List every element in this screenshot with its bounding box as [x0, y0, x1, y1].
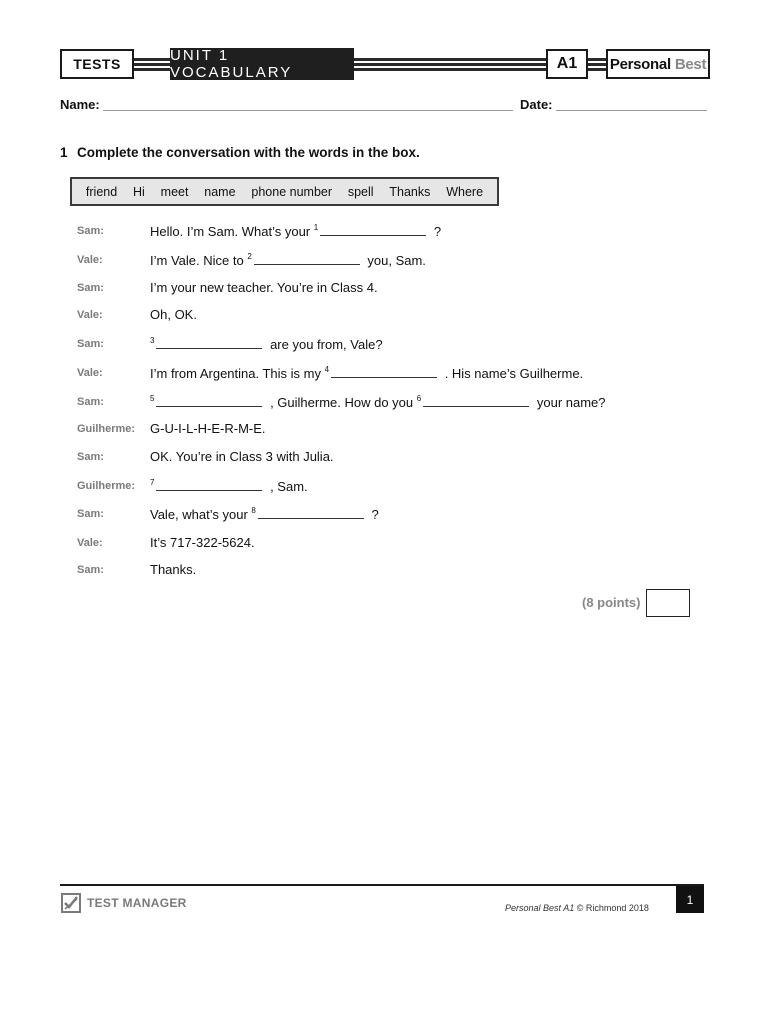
- footer-credit-rest: © Richmond 2018: [574, 903, 649, 913]
- dialogue-line: OK. You’re in Class 3 with Julia.: [150, 449, 334, 464]
- speaker-label: Vale:: [77, 254, 103, 266]
- speaker-label: Sam:: [77, 564, 104, 576]
- speaker-label: Sam:: [77, 338, 104, 350]
- speaker-label: Sam:: [77, 508, 104, 520]
- line-text: I’m Vale. Nice to: [150, 253, 244, 268]
- answer-gap[interactable]: [423, 395, 529, 407]
- word-box-item: friend: [85, 184, 118, 199]
- dialogue-line: I’m your new teacher. You’re in Class 4.: [150, 280, 378, 295]
- question-number: 1: [60, 145, 68, 160]
- line-text: Hello. I’m Sam. What’s your: [150, 224, 311, 239]
- test-manager-logo: [61, 893, 187, 913]
- speaker-label: Sam:: [77, 282, 104, 294]
- answer-gap[interactable]: [254, 253, 360, 265]
- dialogue-line: [150, 506, 379, 522]
- line-text: ?: [371, 507, 379, 522]
- score-box[interactable]: [646, 589, 690, 617]
- brand-name-part2: Best: [674, 55, 707, 73]
- answer-gap[interactable]: [156, 395, 262, 407]
- brand-name-part1: Personal: [609, 55, 671, 73]
- speaker-label: Guilherme:: [77, 423, 136, 435]
- points-label: (8 points): [582, 595, 641, 610]
- gap-number: 8: [251, 506, 256, 515]
- line-text: . His name’s Guilherme.: [444, 366, 584, 381]
- answer-gap[interactable]: [320, 224, 426, 236]
- line-text: you, Sam.: [367, 253, 426, 268]
- date-field[interactable]: [556, 110, 707, 111]
- header-stripe: [134, 68, 172, 71]
- word-box-item: meet: [160, 184, 189, 199]
- word-box-item: name: [204, 184, 236, 199]
- word-box-item: phone number: [251, 184, 333, 199]
- gap-number: 7: [150, 478, 155, 487]
- dialogue-line: [150, 336, 383, 352]
- word-box: [70, 177, 499, 206]
- dialogue-line: [150, 223, 441, 239]
- line-text: , Guilherme. How do you: [270, 395, 414, 410]
- test-manager-label: TEST MANAGER: [87, 896, 187, 910]
- speaker-label: Vale:: [77, 309, 103, 321]
- level-badge: A1: [546, 49, 588, 79]
- answer-gap[interactable]: [156, 337, 262, 349]
- header-stripe: [354, 63, 546, 66]
- dialogue-line: [150, 394, 606, 410]
- header-stripe: [354, 68, 546, 71]
- header-stripe: [134, 58, 172, 61]
- speaker-label: Sam:: [77, 225, 104, 237]
- dialogue-line: Oh, OK.: [150, 307, 197, 322]
- speaker-label: Sam:: [77, 396, 104, 408]
- line-text: your name?: [536, 395, 606, 410]
- header-stripe: [588, 68, 608, 71]
- question-instruction: Complete the conversation with the words in the box.: [77, 145, 420, 160]
- gap-number: 4: [324, 365, 330, 374]
- brand-logo: [606, 49, 710, 79]
- line-text: I’m from Argentina. This is my: [150, 366, 321, 381]
- footer-credit: [505, 903, 649, 913]
- speaker-label: Vale:: [77, 537, 103, 549]
- line-text: Vale, what’s your: [150, 507, 248, 522]
- header-stripe: [354, 58, 546, 61]
- header-stripe: [588, 58, 608, 61]
- gap-number: 3: [150, 336, 155, 345]
- answer-gap[interactable]: [258, 507, 364, 519]
- gap-number: 2: [247, 252, 252, 261]
- answer-gap[interactable]: [331, 366, 437, 378]
- unit-title: UNIT 1 VOCABULARY: [170, 48, 354, 80]
- word-box-item: Where: [446, 184, 484, 199]
- speaker-label: Sam:: [77, 451, 104, 463]
- word-box-item: Hi: [133, 184, 145, 199]
- speaker-label: Vale:: [77, 367, 103, 379]
- dialogue-line: [150, 252, 426, 268]
- word-box-item: spell: [347, 184, 374, 199]
- tests-label: TESTS: [60, 49, 134, 79]
- line-text: ?: [433, 224, 442, 239]
- gap-number: 5: [150, 394, 155, 403]
- page-number: 1: [676, 886, 704, 913]
- name-label: Name:: [60, 97, 100, 112]
- line-text: , Sam.: [270, 479, 308, 494]
- dialogue-line: G-U-I-L-H-E-R-M-E.: [150, 421, 266, 436]
- dialogue-line: [150, 365, 583, 381]
- dialogue-line: [150, 478, 308, 494]
- date-label: Date:: [520, 97, 553, 112]
- name-field[interactable]: [103, 110, 513, 111]
- answer-gap[interactable]: [156, 479, 262, 491]
- footer-credit-title: Personal Best A1: [505, 903, 575, 913]
- dialogue-line: It’s 717-322-5624.: [150, 535, 255, 550]
- speaker-label: Guilherme:: [77, 480, 136, 492]
- dialogue-line: Thanks.: [150, 562, 197, 577]
- header-stripe: [134, 63, 172, 66]
- gap-number: 6: [416, 394, 422, 403]
- footer-rule: [60, 884, 704, 886]
- gap-number: 1: [313, 223, 319, 232]
- line-text: are you from, Vale?: [270, 337, 383, 352]
- header-stripe: [588, 63, 608, 66]
- word-box-item: Thanks: [389, 184, 431, 199]
- test-manager-icon: [61, 893, 81, 913]
